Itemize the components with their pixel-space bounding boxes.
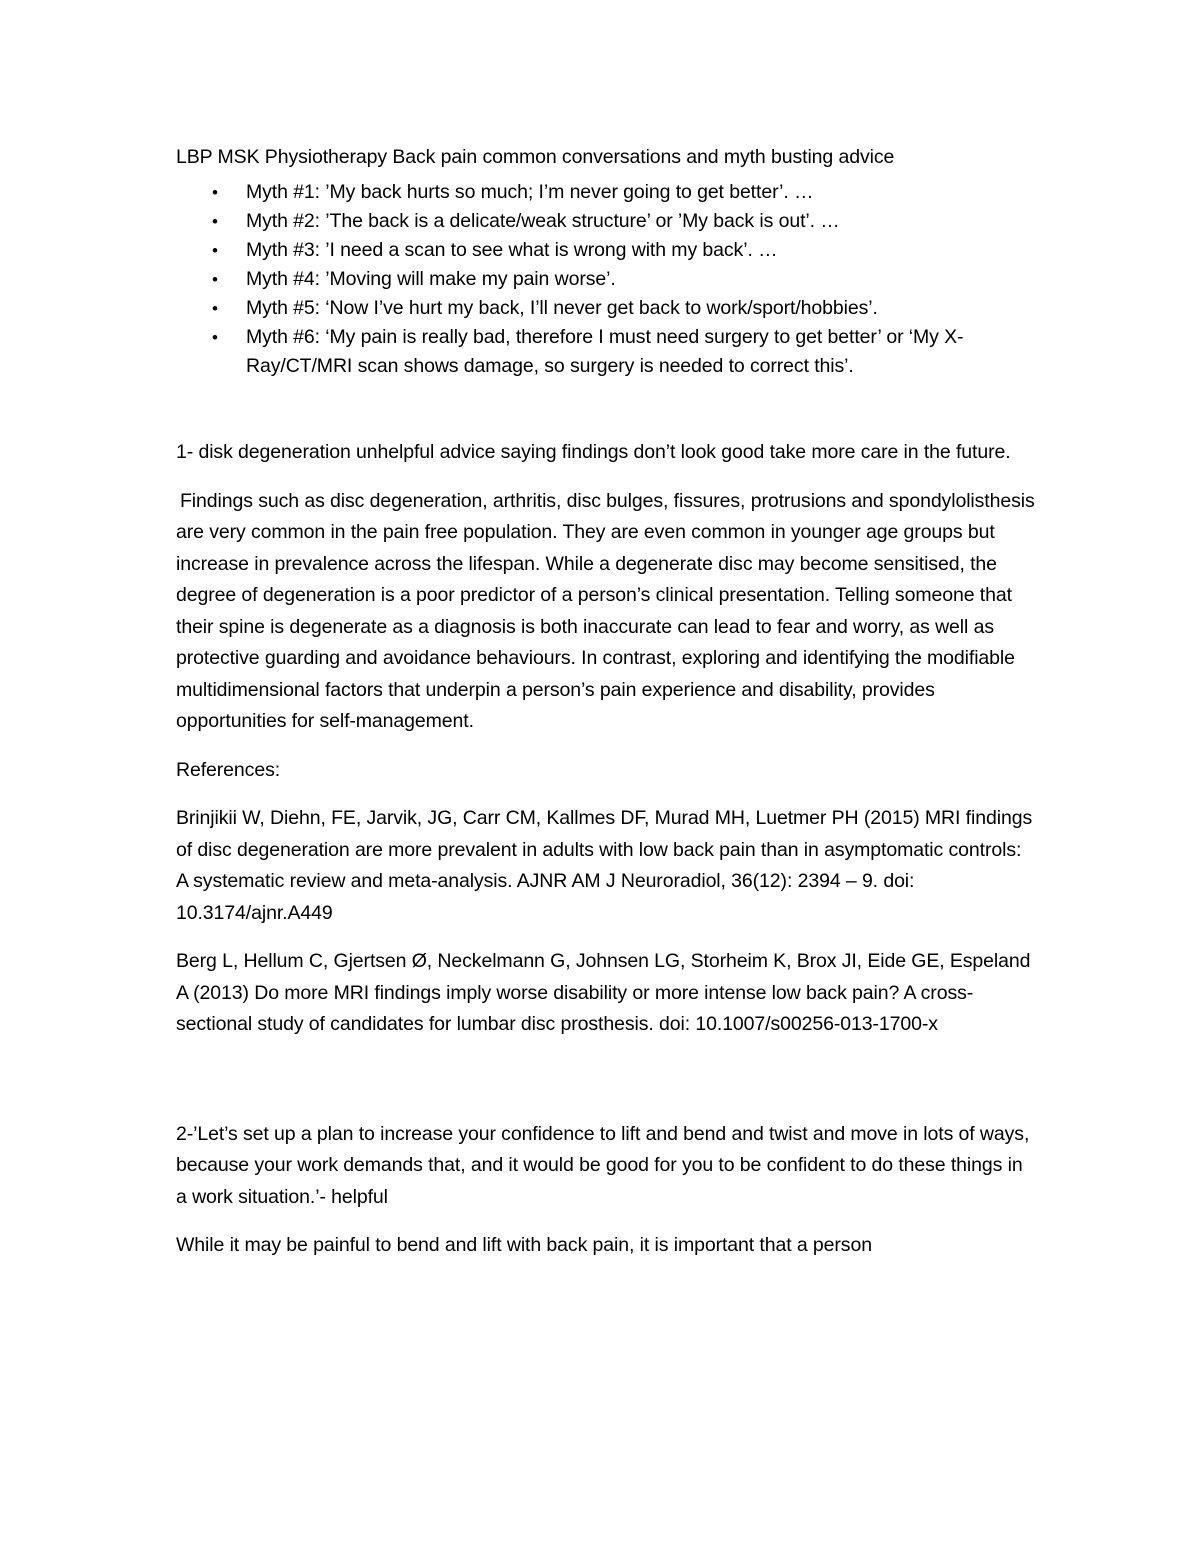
- list-item: [176, 294, 1036, 323]
- list-item: [176, 236, 1036, 265]
- myth-text: Myth #3: ’I need a scan to see what is wrong with my back’. …: [246, 239, 778, 261]
- bullet-icon: •: [212, 183, 218, 202]
- list-item: [176, 265, 1036, 294]
- myth-text: Myth #1: ’My back hurts so much; I’m never going to get better’. …: [246, 181, 814, 203]
- list-item: [176, 323, 1036, 381]
- bullet-icon: •: [212, 299, 218, 318]
- bullet-icon: •: [212, 270, 218, 289]
- myth-text: Myth #6: ‘My pain is really bad, therefore I must need surgery to get better’ or ‘My X-Ray/CT/MRI scan shows damage, so surgery is needed to correct this’.: [246, 326, 964, 377]
- references-label: References:: [176, 758, 281, 781]
- reference-item: Berg L, Hellum C, Gjertsen Ø, Neckelmann G, Johnsen LG, Storheim K, Brox JI, Eide GE, Espeland A (2013) Do more MRI findings imply worse disability or more intense low back pain? A cross-sectional study of candidates for lumbar disc prosthesis. doi: 10.1007/s00256-013-1700-x: [176, 950, 1031, 1035]
- myth-text: Myth #2: ’The back is a delicate/weak structure’ or ’My back is out’. …: [246, 210, 840, 232]
- list-item: [176, 178, 1036, 207]
- document-body: [176, 140, 1036, 1262]
- bullet-icon: •: [212, 241, 218, 260]
- myth-text: Myth #4: ’Moving will make my pain worse’.: [246, 268, 616, 290]
- section2-paragraph: While it may be painful to bend and lift with back pain, it is important that a person: [176, 1234, 872, 1256]
- bullet-icon: •: [212, 212, 218, 231]
- section2-heading: 2-’Let’s set up a plan to increase your confidence to lift and bend and twist and move in lots of ways, because your work demands that, and it would be good for you to be confident to do these things in a work situation.’- helpful: [176, 1122, 1030, 1208]
- document-title: LBP MSK Physiotherapy Back pain common conversations and myth busting advice: [176, 146, 895, 168]
- section1-heading: 1- disk degeneration unhelpful advice saying findings don’t look good take more care in the future.: [176, 441, 1011, 463]
- section1-paragraph: Findings such as disc degeneration, arthritis, disc bulges, fissures, protrusions and spondylolisthesis are very common in the pain free population. They are even common in younger age groups but increase in prevalence across the lifespan. While a degenerate disc may become sensitised, the degree of degeneration is a poor predictor of a person’s clinical presentation. Telling someone that their spine is degenerate as a diagnosis is both inaccurate can lead to fear and worry, as well as protective guarding and avoidance behaviours. In contrast, exploring and identifying the modifiable multidimensional factors that underpin a person’s pain experience and disability, provides opportunities for self-management.: [176, 489, 1035, 732]
- list-item: [176, 207, 1036, 236]
- myth-text: Myth #5: ‘Now I’ve hurt my back, I’ll never get back to work/sport/hobbies’.: [246, 297, 878, 319]
- myth-list: [176, 178, 1036, 381]
- bullet-icon: •: [212, 328, 218, 347]
- reference-item: Brinjikii W, Diehn, FE, Jarvik, JG, Carr CM, Kallmes DF, Murad MH, Luetmer PH (2015) MRI findings of disc degeneration are more prevalent in adults with low back pain than in asymptomatic controls: A systematic review and meta-analysis. AJNR AM J Neuroradiol, 36(12): 2394 – 9. doi: 10.3174/ajnr.A449: [176, 807, 1033, 924]
